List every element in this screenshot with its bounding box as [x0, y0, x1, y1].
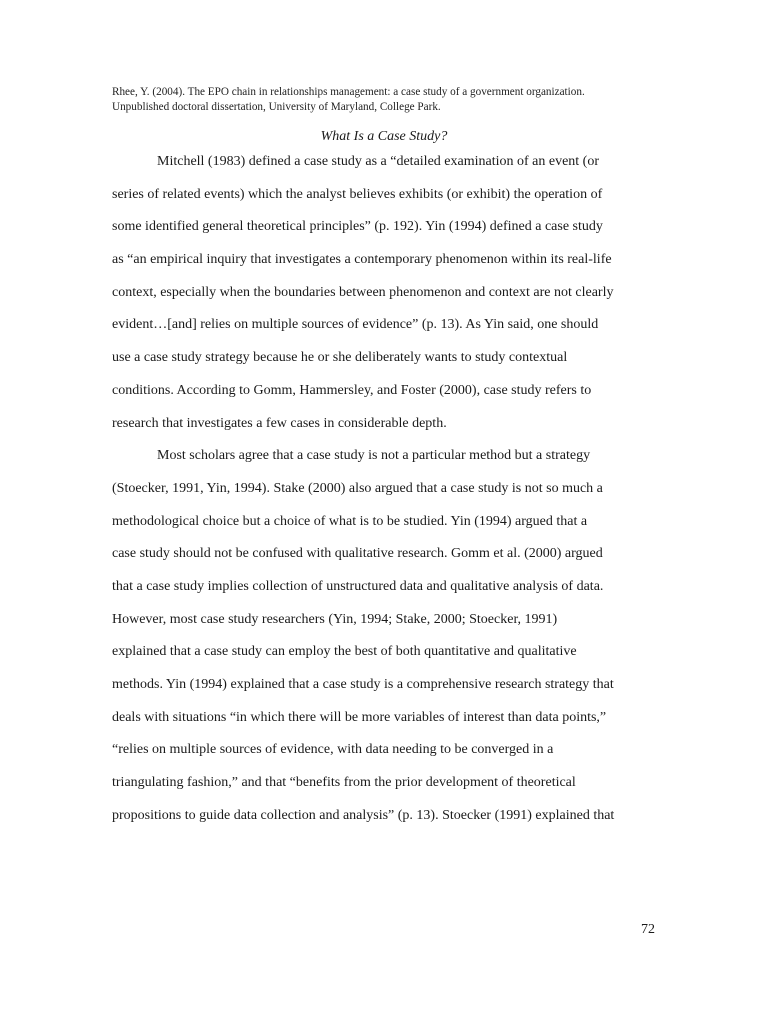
paragraph-line: deals with situations “in which there will be more variables of interest than data points,” [112, 709, 607, 725]
paragraph-line: conditions. According to Gomm, Hammersley, and Foster (2000), case study refers to [112, 382, 592, 398]
paragraph-line: context, especially when the boundaries between phenomenon and context are not clearly [112, 284, 614, 300]
body-text [112, 153, 672, 839]
citation [112, 85, 672, 115]
paragraph-line: propositions to guide data collection and analysis” (p. 13). Stoecker (1991) explained that [112, 807, 615, 823]
paragraph-line: Mitchell (1983) defined a case study as a “detailed examination of an event (or [157, 154, 599, 169]
page-number: 72 [641, 922, 655, 937]
paragraph-line: explained that a case study can employ the best of both quantitative and qualitative [112, 644, 577, 660]
paragraph-line: some identified general theoretical principles” (p. 192). Yin (1994) defined a case study [112, 219, 603, 235]
citation-line: Unpublished doctoral dissertation, University of Maryland, College Park. [112, 101, 441, 113]
paragraph-line: Most scholars agree that a case study is not a particular method but a strategy [157, 448, 591, 464]
paragraph-line: series of related events) which the analyst believes exhibits (or exhibit) the operation of [112, 186, 603, 202]
paragraph-line: “relies on multiple sources of evidence, with data needing to be converged in a [112, 742, 554, 758]
paragraph-line: However, most case study researchers (Yin, 1994; Stake, 2000; Stoecker, 1991) [112, 611, 558, 627]
paragraph-line: evident…[and] relies on multiple sources of evidence” (p. 13). As Yin said, one should [112, 317, 599, 333]
paragraph-line: that a case study implies collection of unstructured data and qualitative analysis of data. [112, 578, 604, 594]
paragraph-line: case study should not be confused with qualitative research. Gomm et al. (2000) argued [112, 546, 603, 562]
paragraph-line: as “an empirical inquiry that investigates a contemporary phenomenon within its real-life [112, 252, 612, 268]
paragraph-line: triangulating fashion,” and that “benefits from the prior development of theoretical [112, 775, 576, 791]
citation-line: Rhee, Y. (2004). The EPO chain in relationships management: a case study of a government organization. [112, 86, 585, 98]
paragraph-line: (Stoecker, 1991, Yin, 1994). Stake (2000) also argued that a case study is not so much a [112, 480, 603, 496]
paragraph-line: use a case study strategy because he or she deliberately wants to study contextual [112, 350, 568, 366]
section-heading: What Is a Case Study? [320, 129, 448, 144]
paragraph-line: research that investigates a few cases in considerable depth. [112, 415, 447, 431]
paragraph-line: methodological choice but a choice of what is to be studied. Yin (1994) argued that a [112, 513, 588, 529]
paragraph-line: methods. Yin (1994) explained that a case study is a comprehensive research strategy that [112, 677, 614, 692]
